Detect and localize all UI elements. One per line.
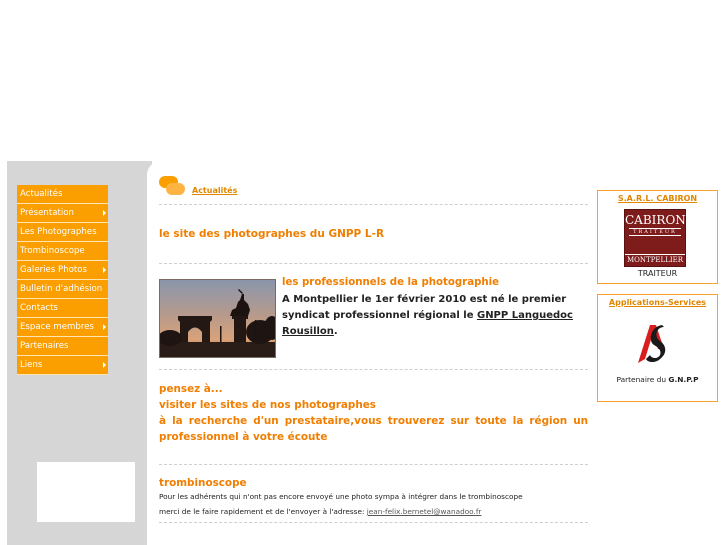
trombinoscope-text-2 [159,507,481,516]
applications-caption [598,375,717,384]
sponsor-applications [597,294,718,402]
applications-caption-bold: G.N.P.P [668,375,699,384]
cabiron-logo-name: CABIRON [625,213,686,227]
site-title: le site des photographes du GNPP L-R [159,228,385,240]
visit-sites-link[interactable]: visiter les sites de nos photographes [159,399,376,411]
menu-item-label: Actualités [20,189,63,199]
divider [159,464,588,465]
menu-item-label: Présentation [20,208,74,218]
pensez-heading: pensez à... [159,383,223,395]
menu-item-liens[interactable] [17,356,108,375]
menu-item-label: Partenaires [20,341,69,351]
divider [159,522,588,523]
menu-item-label: Espace membres [20,322,94,332]
email-link[interactable]: jean-felix.bernetel@wanadoo.fr [366,507,482,516]
menu-item-contacts[interactable] [17,299,108,318]
menu-item-partenaires[interactable] [17,337,108,356]
menu-item-actualit-s[interactable] [17,185,108,204]
sponsor-cabiron-title[interactable]: S.A.R.L. CABIRON [617,194,698,203]
main-menu [17,185,108,375]
montpellier-photo [159,279,276,358]
speech-bubble-icon [159,176,187,198]
sponsor-applications-title[interactable]: Applications-Services [608,298,707,307]
submenu-arrow-icon [103,267,106,273]
menu-item-label: Galeries Photos [20,265,88,275]
divider [159,204,588,205]
trombinoscope-text: Pour les adhérents qui n'ont pas encore envoyé une photo sympa à intégrer dans le trombinoscope [159,492,523,501]
sponsor-cabiron [597,190,718,284]
submenu-arrow-icon [103,324,106,330]
cabiron-logo-city: MONTPELLIER [625,254,685,264]
menu-item-pr-sentation[interactable] [17,204,108,223]
intro-text: A Montpellier le 1er février 2010 est né le premier syndicat professionnel régional le [282,294,567,321]
menu-item-galeries-photos[interactable] [17,261,108,280]
menu-item-label: Contacts [20,303,58,313]
menu-item-bulletin-d-adh-sion[interactable] [17,280,108,299]
menu-item-label: Les Photographes [20,227,97,237]
trombinoscope-text-before: merci de le faire rapidement et de l'envoyer à l'adresse: [159,507,367,516]
divider [159,369,588,370]
as-logo-icon[interactable] [634,319,674,369]
trombinoscope-title: trombinoscope [159,477,247,489]
sidebar-blank-box [37,462,135,522]
gnpp-link[interactable]: GNPP Languedoc Rousillon [282,310,573,337]
menu-item-label: Trombinoscope [20,246,85,256]
breadcrumb-actualites[interactable]: Actualités [192,186,238,195]
pro-title: les professionnels de la photographie [282,277,500,288]
menu-item-trombinoscope[interactable] [17,242,108,261]
pensez-section [159,381,588,445]
applications-caption-text: Partenaire du [616,375,669,384]
intro-paragraph [282,292,588,340]
cabiron-logo[interactable] [624,209,686,267]
menu-item-label: Bulletin d'adhésion [20,284,103,294]
menu-item-les-photographes[interactable] [17,223,108,242]
intro-end: . [333,326,338,337]
menu-item-espace-membres[interactable] [17,318,108,337]
cabiron-logo-sub: TRAITEUR [629,228,681,236]
submenu-arrow-icon [103,362,106,368]
pensez-text: à la recherche d'un prestataire,vous trouverez sur toute la région un professionnel à votre écoute [159,415,588,443]
submenu-arrow-icon [103,210,106,216]
divider [159,263,588,264]
menu-item-label: Liens [20,360,43,370]
cabiron-caption: TRAITEUR [637,269,678,278]
